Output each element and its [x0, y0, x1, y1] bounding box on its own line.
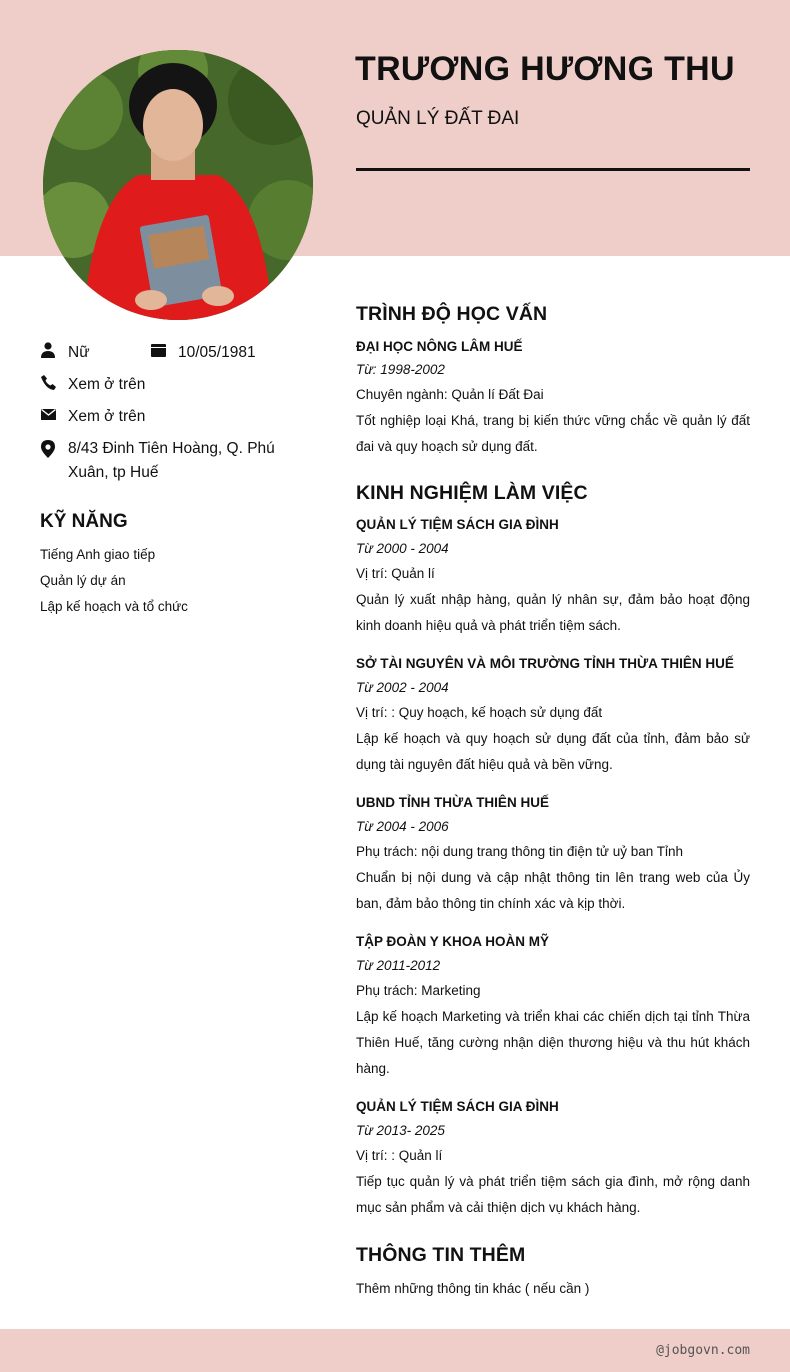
experience-org: QUẢN LÝ TIỆM SÁCH GIA ĐÌNH — [356, 1099, 559, 1114]
email-value: Xem ở trên — [68, 408, 146, 425]
experience-role: Vị trí: Quản lí — [356, 566, 435, 581]
birthdate-row — [150, 341, 256, 365]
experience-description: Tiếp tục quản lý và phát triển tiệm sách gia đình, mở rộng danh mục sản phẩm và cải thiện dịch vụ khách hàng. — [356, 1174, 750, 1215]
experience-description: Lập kế hoạch và quy hoạch sử dụng đất của tỉnh, đảm bảo sử dụng tài nguyên đất hiệu quả và bền vững. — [356, 731, 750, 772]
education-major: Chuyên ngành: Quản lí Đất Đai — [356, 387, 544, 402]
skill-item: Tiếng Anh giao tiếp — [40, 547, 156, 562]
experience-org: UBND TỈNH THỪA THIÊN HUẾ — [356, 795, 549, 810]
experience-period: Từ 2011-2012 — [356, 958, 441, 973]
location-pin-icon — [40, 440, 56, 458]
experience-description: Lập kế hoạch Marketing và triển khai các chiến dịch tại tỉnh Thừa Thiên Huế, tăng cường nhận diện thương hiệu và thu hút khách hàng. — [356, 1009, 750, 1076]
birthdate-value: 10/05/1981 — [178, 344, 256, 361]
profile-photo — [43, 50, 313, 320]
extra-heading: THÔNG TIN THÊM — [356, 1244, 526, 1266]
skill-item: Quản lý dự án — [40, 573, 126, 588]
envelope-icon — [40, 405, 56, 423]
experience-period: Từ 2000 - 2004 — [356, 541, 449, 556]
experience-org: QUẢN LÝ TIỆM SÁCH GIA ĐÌNH — [356, 517, 559, 532]
experience-description: Chuẩn bị nội dung và cập nhật thông tin lên trang web của Ủy ban, đảm bảo thông tin chính xác và kịp thời. — [356, 870, 750, 911]
experience-org: TẬP ĐOÀN Y KHOA HOÀN MỸ — [356, 934, 550, 949]
experience-period: Từ 2013- 2025 — [356, 1123, 445, 1138]
calendar-icon — [150, 341, 166, 359]
profile-job-title: QUẢN LÝ ĐẤT ĐAI — [356, 108, 520, 129]
phone-icon — [40, 373, 56, 391]
education-period: Từ: 1998-2002 — [356, 362, 445, 377]
education-school: ĐẠI HỌC NÔNG LÂM HUẾ — [356, 339, 523, 354]
person-icon — [40, 341, 56, 359]
gender-row — [40, 341, 90, 365]
skills-heading: KỸ NĂNG — [40, 511, 128, 532]
email-row — [40, 405, 145, 429]
footer-band — [0, 1329, 790, 1372]
skills-list — [40, 544, 188, 622]
phone-value: Xem ở trên — [68, 376, 146, 393]
experience-role: Phụ trách: Marketing — [356, 983, 481, 998]
extra-text: Thêm những thông tin khác ( nếu cần ) — [356, 1281, 590, 1296]
experience-org: SỞ TÀI NGUYÊN VÀ MÔI TRƯỜNG TỈNH THỪA THIÊN HUẾ — [356, 656, 734, 671]
experience-role: Phụ trách: nội dung trang thông tin điện tử uỷ ban Tỉnh — [356, 844, 684, 859]
experience-period: Từ 2004 - 2006 — [356, 819, 449, 834]
title-divider — [356, 168, 750, 171]
address-row — [40, 437, 300, 485]
education-description: Tốt nghiệp loại Khá, trang bị kiến thức vững chắc về quản lý đất đai và quy hoạch sử dụng đất. — [356, 413, 750, 454]
experience-role: Vị trí: : Quản lí — [356, 1148, 443, 1163]
experience-description: Quản lý xuất nhập hàng, quản lý nhân sự, đảm bảo hoạt động kinh doanh hiệu quả và phát triển tiệm sách. — [356, 592, 750, 633]
skill-item: Lập kế hoạch và tổ chức — [40, 599, 188, 614]
experience-period: Từ 2002 - 2004 — [356, 680, 449, 695]
profile-name: TRƯƠNG HƯƠNG THU — [355, 50, 735, 88]
phone-row — [40, 373, 145, 397]
gender-value: Nữ — [68, 344, 90, 361]
education-section — [356, 303, 750, 326]
education-heading: TRÌNH ĐỘ HỌC VẤN — [356, 303, 548, 325]
address-value: 8/43 Đinh Tiên Hoàng, Q. Phú Xuân, tp Huế — [68, 440, 275, 481]
experience-heading: KINH NGHIỆM LÀM VIỆC — [356, 482, 588, 504]
footer-brand: @jobgovn.com — [656, 1343, 750, 1358]
portrait-photo-icon — [43, 50, 313, 320]
experience-role: Vị trí: : Quy hoạch, kế hoạch sử dụng đất — [356, 705, 603, 720]
